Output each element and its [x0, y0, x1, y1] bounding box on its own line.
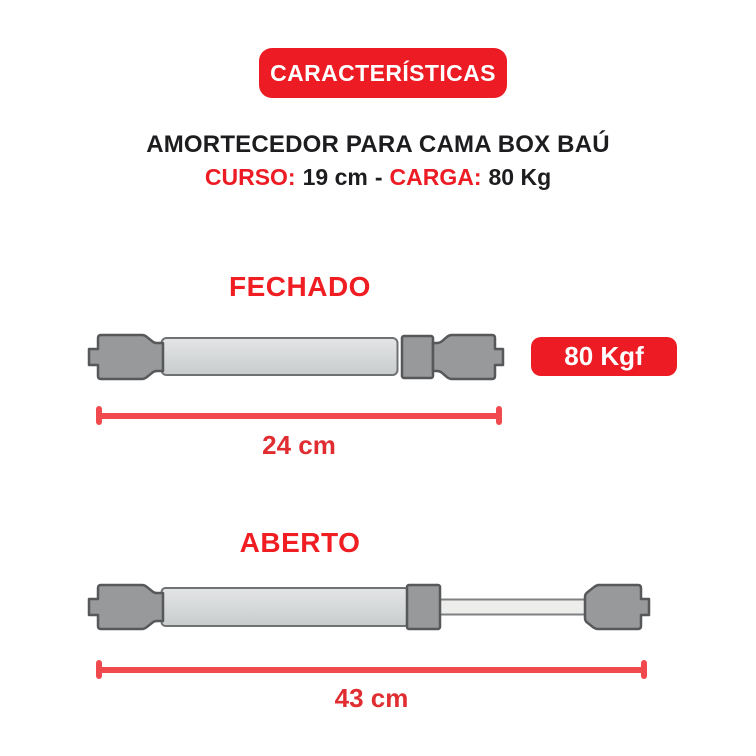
dimension-cap-left — [96, 660, 102, 679]
closed-section-heading: FECHADO — [229, 271, 371, 302]
specs-line — [0, 164, 756, 191]
gas-strut-open-illustration — [85, 576, 660, 638]
strut-piston-rod — [437, 600, 589, 615]
strut-collar — [407, 585, 440, 629]
open-dimension-label: 43 cm — [334, 683, 409, 713]
curso-label: CURSO: — [204, 164, 296, 190]
carga-label: CARGA: — [389, 164, 482, 190]
dimension-bar — [98, 413, 500, 419]
caracteristicas-badge: CARACTERÍSTICAS — [259, 48, 507, 98]
carga-value: 80 Kg — [488, 164, 552, 190]
strut-right-bracket — [585, 585, 649, 629]
open-dimension-line — [96, 660, 647, 679]
gas-strut-closed-illustration — [85, 326, 505, 388]
open-section-heading: ABERTO — [239, 527, 361, 558]
strut-collar — [402, 336, 433, 378]
specs-separator: - — [374, 164, 383, 190]
strut-cylinder — [162, 338, 398, 375]
load-capacity-badge: 80 Kgf — [531, 337, 677, 376]
strut-cylinder — [162, 588, 409, 626]
product-title: AMORTECEDOR PARA CAMA BOX BAÚ — [146, 131, 610, 158]
dimension-cap-right — [496, 406, 502, 425]
strut-left-bracket — [89, 335, 163, 379]
strut-right-bracket — [433, 335, 503, 379]
closed-dimension-line — [96, 406, 502, 425]
closed-dimension-label: 24 cm — [262, 430, 336, 460]
dimension-bar — [98, 667, 645, 673]
strut-left-bracket — [89, 585, 163, 629]
dimension-cap-left — [96, 406, 102, 425]
dimension-cap-right — [641, 660, 647, 679]
curso-value: 19 cm — [302, 164, 368, 190]
